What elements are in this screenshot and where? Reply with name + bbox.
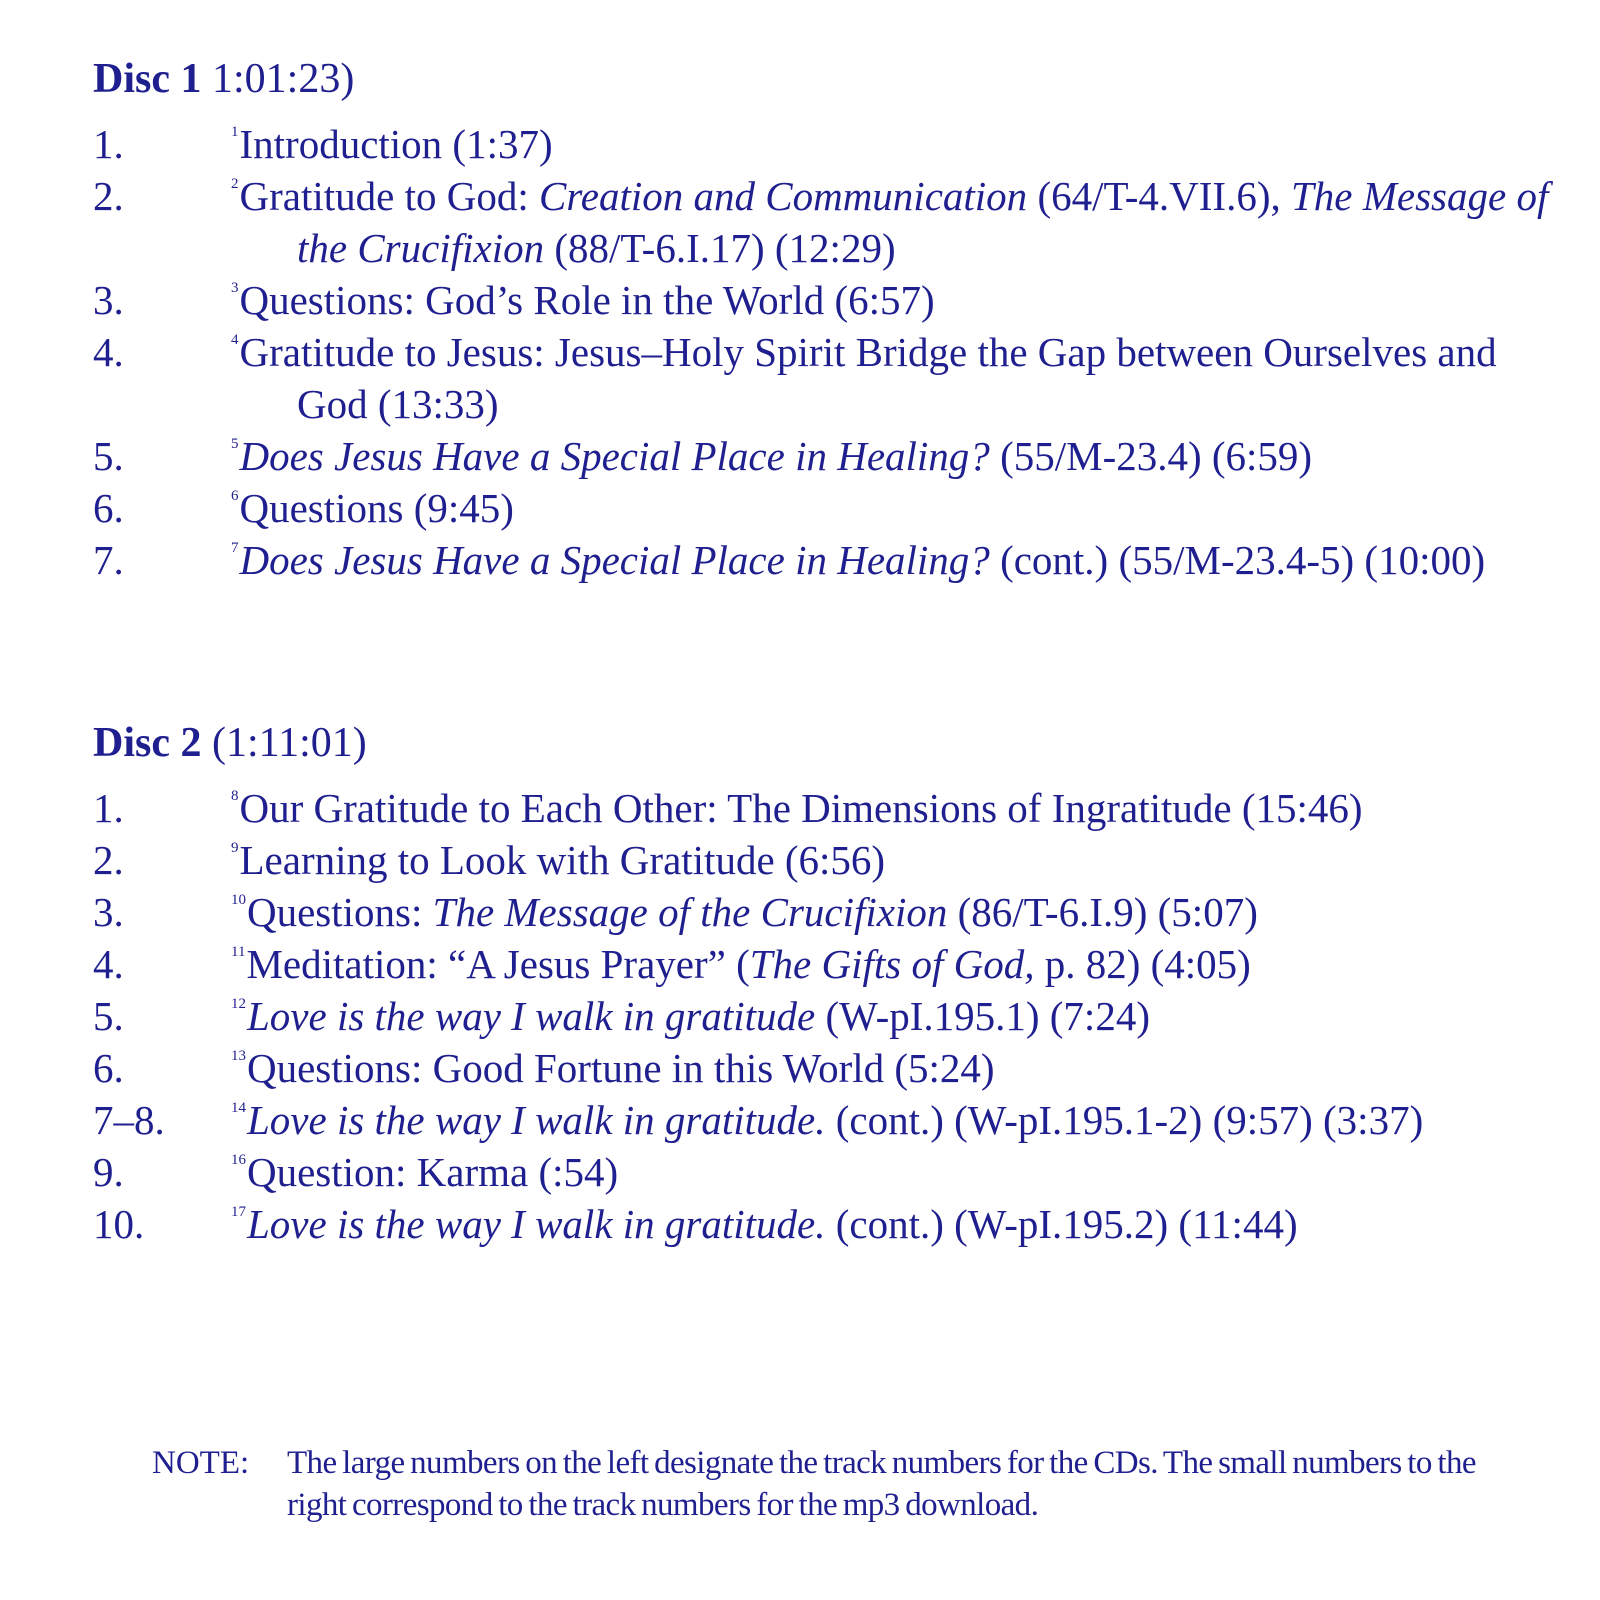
title-segment: Gratitude to Jesus: Jesus–Holy Spirit Bridge the Gap between Ourselves and God (13:33) bbox=[239, 329, 1497, 427]
title-segment: p. 82) (4:05) bbox=[1034, 941, 1251, 987]
title-segment: (55/M-23.4) (6:59) bbox=[989, 433, 1313, 479]
track-row bbox=[93, 782, 1573, 834]
cd-track-number: 4. bbox=[93, 329, 124, 375]
title-segment: (cont.) (W-pI.195.2) (11:44) bbox=[825, 1201, 1298, 1247]
track-row bbox=[93, 326, 1573, 430]
disc-label: Disc 2 bbox=[93, 720, 202, 766]
title-segment: (cont.) (W-pI.195.1-2) (9:57) (3:37) bbox=[825, 1097, 1424, 1143]
title-italic-segment: Love is the way I walk in gratitude. bbox=[247, 1097, 826, 1143]
cd-track-number: 2. bbox=[93, 173, 124, 219]
track-title bbox=[231, 834, 1573, 886]
cd-track-number: 1. bbox=[93, 785, 124, 831]
mp3-track-number: 4 bbox=[231, 332, 239, 348]
mp3-track-number: 2 bbox=[231, 176, 239, 192]
mp3-track-number: 10 bbox=[231, 892, 246, 908]
disc-2-section bbox=[93, 716, 1573, 1250]
title-italic-segment: Creation and Communication bbox=[538, 173, 1028, 219]
title-segment: (88/T-6.I.17) (12:29) bbox=[544, 225, 896, 271]
cd-track-number: 5. bbox=[93, 433, 124, 479]
mp3-track-number: 3 bbox=[231, 280, 239, 296]
track-title bbox=[231, 326, 1573, 430]
track-row bbox=[93, 1042, 1573, 1094]
mp3-track-number: 12 bbox=[231, 996, 246, 1012]
title-italic-segment: Does Jesus Have a Special Place in Healing? bbox=[239, 433, 990, 479]
track-title bbox=[231, 1094, 1573, 1146]
title-italic-segment: The Message of the Crucifixion bbox=[432, 889, 948, 935]
mp3-track-number: 16 bbox=[231, 1152, 246, 1168]
track-title bbox=[231, 534, 1573, 586]
mp3-track-number: 5 bbox=[231, 436, 239, 452]
cd-track-number: 1. bbox=[93, 121, 124, 167]
title-segment: Question: Karma (:54) bbox=[247, 1149, 619, 1195]
mp3-track-number: 1 bbox=[231, 124, 239, 140]
track-title bbox=[231, 1198, 1573, 1250]
note-label: NOTE: bbox=[152, 1445, 250, 1481]
cd-track-number: 7. bbox=[93, 537, 124, 583]
cd-track-number: 6. bbox=[93, 1045, 124, 1091]
track-title bbox=[231, 1042, 1573, 1094]
track-title bbox=[231, 1146, 1573, 1198]
title-segment: Questions: bbox=[247, 889, 433, 935]
track-title bbox=[231, 782, 1573, 834]
title-italic-segment: The Message of the Crucifixion bbox=[297, 173, 1549, 271]
title-segment: (cont.) (55/M-23.4-5) (10:00) bbox=[989, 537, 1486, 583]
title-segment: Questions: God’s Role in the World (6:57) bbox=[239, 277, 935, 323]
title-segment: Meditation: “A Jesus Prayer” ( bbox=[246, 941, 750, 987]
track-row bbox=[93, 886, 1573, 938]
track-row bbox=[93, 274, 1573, 326]
cd-track-number: 4. bbox=[93, 941, 124, 987]
title-segment: (86/T-6.I.9) (5:07) bbox=[947, 889, 1258, 935]
title-segment: Questions (9:45) bbox=[239, 485, 514, 531]
title-italic-segment: Does Jesus Have a Special Place in Healing? bbox=[239, 537, 990, 583]
cd-track-number: 10. bbox=[93, 1201, 145, 1247]
mp3-track-number: 11 bbox=[231, 944, 246, 960]
track-list bbox=[93, 782, 1573, 1250]
title-italic-segment: Love is the way I walk in gratitude bbox=[247, 993, 816, 1039]
title-segment: Gratitude to God: bbox=[239, 173, 539, 219]
disc-duration: (1:11:01) bbox=[201, 720, 367, 766]
footnote bbox=[152, 1442, 1482, 1526]
cd-track-number: 9. bbox=[93, 1149, 124, 1195]
track-row bbox=[93, 834, 1573, 886]
track-row bbox=[93, 118, 1573, 170]
mp3-track-number: 7 bbox=[231, 540, 239, 556]
title-segment: Learning to Look with Gratitude (6:56) bbox=[239, 837, 886, 883]
track-title bbox=[231, 938, 1573, 990]
mp3-track-number: 6 bbox=[231, 488, 239, 504]
mp3-track-number: 14 bbox=[231, 1100, 246, 1116]
title-segment: (64/T-4.VII.6), bbox=[1027, 173, 1291, 219]
title-italic-segment: The Gifts of God, bbox=[749, 941, 1035, 987]
track-title bbox=[231, 274, 1573, 326]
title-italic-segment: Love is the way I walk in gratitude. bbox=[247, 1201, 826, 1247]
track-row bbox=[93, 1198, 1573, 1250]
title-segment: Questions: Good Fortune in this World (5:24) bbox=[247, 1045, 995, 1091]
disc-1-section bbox=[93, 52, 1573, 586]
title-segment: Introduction (1:37) bbox=[239, 121, 553, 167]
mp3-track-number: 17 bbox=[231, 1204, 246, 1220]
track-row bbox=[93, 938, 1573, 990]
track-title bbox=[231, 170, 1573, 274]
mp3-track-number: 13 bbox=[231, 1048, 246, 1064]
track-title bbox=[231, 482, 1573, 534]
cd-track-number: 5. bbox=[93, 993, 124, 1039]
disc-label: Disc 1 bbox=[93, 56, 202, 102]
track-row bbox=[93, 1146, 1573, 1198]
cd-track-number: 2. bbox=[93, 837, 124, 883]
track-row bbox=[93, 430, 1573, 482]
cd-track-number: 3. bbox=[93, 889, 124, 935]
track-row bbox=[93, 990, 1573, 1042]
track-title bbox=[231, 118, 1573, 170]
title-segment: Our Gratitude to Each Other: The Dimensions of Ingratitude (15:46) bbox=[239, 785, 1363, 831]
track-list bbox=[93, 118, 1573, 586]
disc-heading bbox=[93, 52, 1573, 108]
cd-track-number: 7–8. bbox=[93, 1097, 165, 1143]
track-row bbox=[93, 482, 1573, 534]
track-row bbox=[93, 534, 1573, 586]
cd-track-number: 6. bbox=[93, 485, 124, 531]
mp3-track-number: 9 bbox=[231, 840, 239, 856]
cd-track-number: 3. bbox=[93, 277, 124, 323]
track-row bbox=[93, 1094, 1573, 1146]
disc-heading bbox=[93, 716, 1573, 772]
note-text: The large numbers on the left designate the track numbers for the CDs. The small numbers to the right correspond to the track numbers for the mp3 download. bbox=[287, 1445, 1476, 1523]
track-row bbox=[93, 170, 1573, 274]
track-title bbox=[231, 430, 1573, 482]
disc-duration: 1:01:23) bbox=[201, 56, 355, 102]
mp3-track-number: 8 bbox=[231, 788, 239, 804]
track-title bbox=[231, 990, 1573, 1042]
title-segment: (W-pI.195.1) (7:24) bbox=[815, 993, 1150, 1039]
track-title bbox=[231, 886, 1573, 938]
